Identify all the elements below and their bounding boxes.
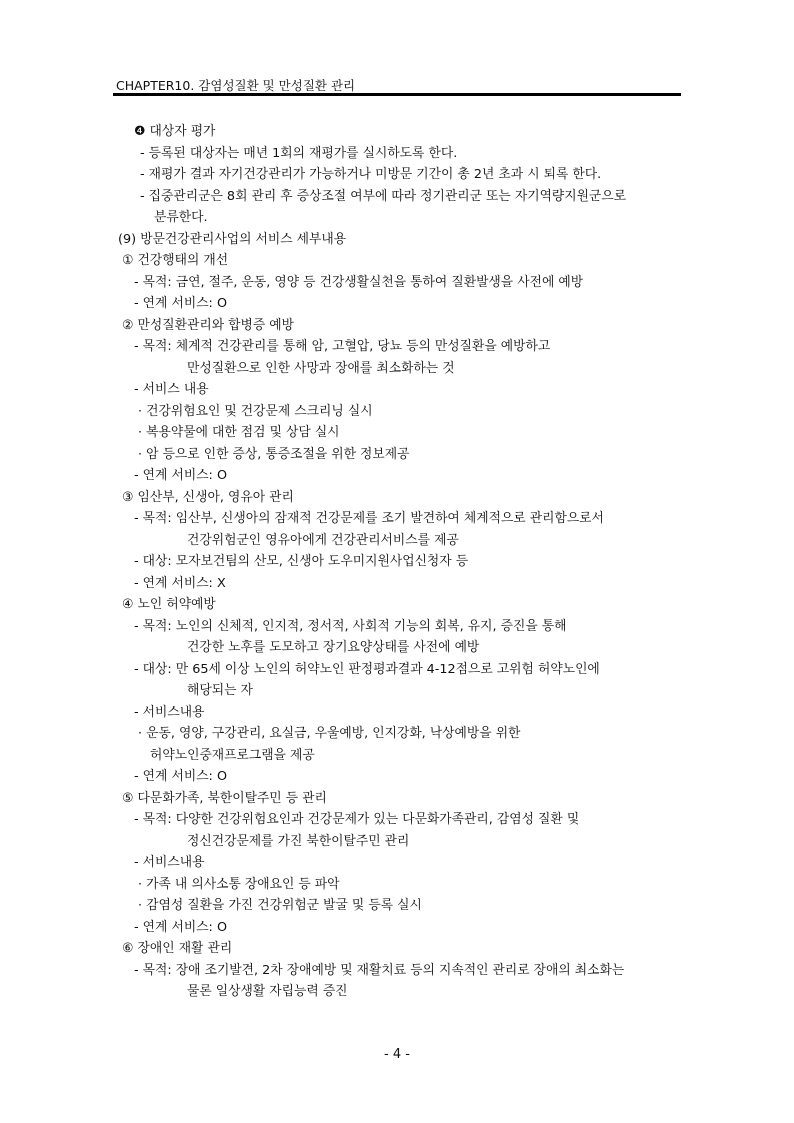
text-line: - 목적: 금연, 절주, 운동, 영양 등 건강생활실천을 통하여 질환발생을 사전에 예방 (134, 274, 584, 290)
text-line: 건강위험군인 영유아에게 건강관리서비스를 제공 (187, 532, 459, 548)
text-line: - 대상: 모자보건팀의 산모, 신생아 도우미지원사업신청자 등 (134, 554, 469, 569)
text-line: (9) 방문건강관리사업의 서비스 세부내용 (118, 231, 347, 247)
text-line: - 연계 서비스: O (134, 919, 228, 935)
text-line: ② 만성질환관리와 합병증 예방 (122, 317, 295, 333)
text-line: ④ 노인 허약예방 (122, 597, 216, 612)
text-line: ⑥ 장애인 재활 관리 (122, 941, 233, 956)
text-line: 허약노인중재프로그램을 제공 (150, 747, 315, 763)
text-line: · 운동, 영양, 구강관리, 요실금, 우울예방, 인지강화, 낙상예방을 위한 (138, 726, 521, 741)
text-line: ① 건강행태의 개선 (122, 253, 229, 268)
text-line: - 목적: 다양한 건강위험요인과 건강문제가 있는 다문화가족관리, 감염성 질환 및 (134, 812, 580, 827)
text-line: - 목적: 임산부, 신생아의 잠재적 건강문제를 조기 발견하여 체계적으로 관리함으로서 (134, 511, 604, 526)
text-line: ③ 임산부, 신생아, 영유아 관리 (122, 489, 294, 505)
text-line: - 집중관리군은 8회 관리 후 증상조절 여부에 따라 정기관리군 또는 자기역량지원군으로 (140, 188, 627, 204)
text-line: - 서비스내용 (134, 704, 205, 720)
text-line: 해당되는 자 (187, 683, 253, 698)
text-line: - 목적: 장애 조기발견, 2차 장애예방 및 재활치료 등의 지속적인 관리로 장애의 최소화는 (134, 962, 625, 978)
text-line: · 건강위험요인 및 건강문제 스크리닝 실시 (138, 403, 373, 419)
text-line: - 대상: 만 65세 이상 노인의 허약노인 판정평과결과 4-12점으로 고위험 허약노인에 (134, 661, 600, 677)
header-rule (113, 93, 681, 96)
text-line: - 재평가 결과 자기건강관리가 가능하거나 미방문 기간이 총 2년 초과 시 퇴록 한다. (140, 167, 602, 182)
text-line: 건강한 노후를 도모하고 장기요양상태를 사전에 예방 (187, 640, 480, 655)
text-line: - 등록된 대상자는 매년 1회의 재평가를 실시하도록 한다. (140, 145, 458, 161)
text-line: · 암 등으로 인한 증상, 통증조절을 위한 정보제공 (138, 446, 410, 462)
text-line: ❹ 대상자 평가 (134, 124, 216, 139)
text-line: - 연계 서비스: O (134, 769, 228, 784)
text-line: - 서비스 내용 (134, 382, 209, 397)
text-line: 물론 일상생활 자립능력 증진 (187, 984, 348, 999)
text-line: - 연계 서비스: O (134, 296, 228, 311)
text-line: 만성질환으로 인한 사망과 장애를 최소화하는 것 (187, 360, 455, 376)
text-line: 분류한다. (154, 210, 208, 225)
text-line: ⑤ 다문화가족, 북한이탈주민 등 관리 (122, 790, 327, 806)
page-number: - 4 - (384, 1047, 410, 1062)
text-line: · 가족 내 의사소통 장애요인 등 파악 (138, 876, 340, 892)
text-line: - 목적: 체계적 건강관리를 통해 암, 고혈압, 당뇨 등의 만성질환을 예방하고 (134, 339, 551, 354)
text-line: 정신건강문제를 가진 북한이탈주민 관리 (187, 833, 410, 849)
text-line: · 감염성 질환을 가진 건강위험군 발굴 및 등록 실시 (138, 898, 422, 913)
text-line: - 서비스내용 (134, 855, 205, 870)
chapter-header: CHAPTER10. 감염성질환 및 만성질환 관리 (116, 78, 356, 93)
text-line: - 연계 서비스: X (134, 575, 226, 591)
text-line: · 복용약물에 대한 점검 및 상담 실시 (138, 425, 340, 440)
text-line: - 연계 서비스: O (134, 468, 228, 483)
text-line: - 목적: 노인의 신체적, 인지적, 정서적, 사회적 기능의 회복, 유지, 증진을 통해 (134, 618, 567, 634)
